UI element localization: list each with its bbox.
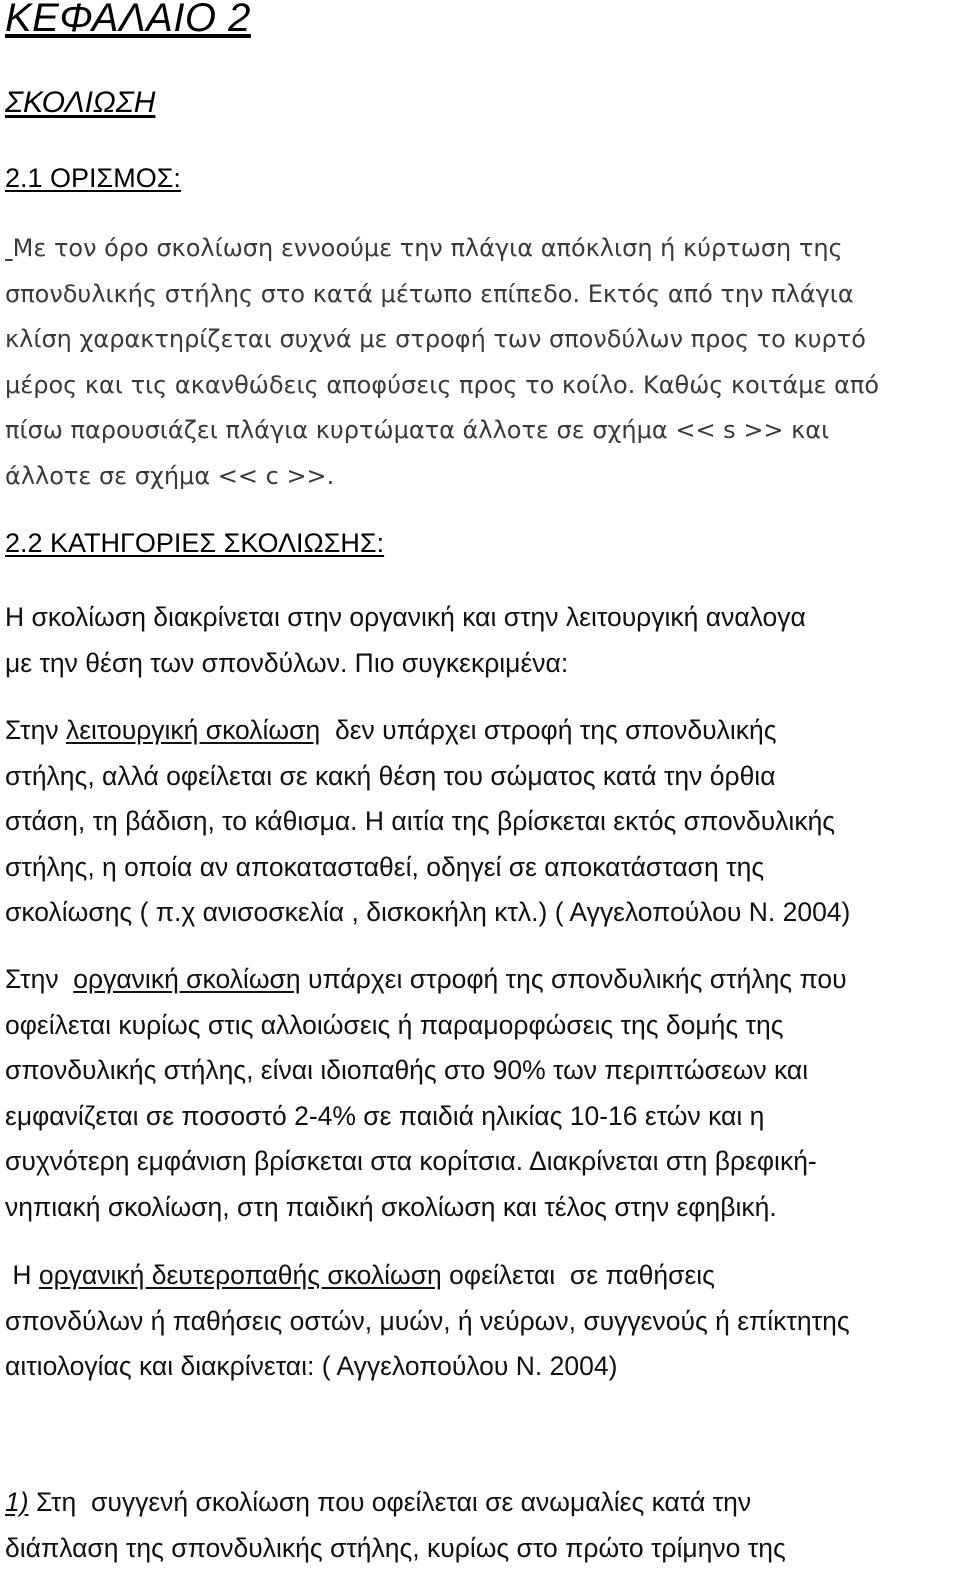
paragraph-line: σκολίωσης ( π.χ ανισοσκελία , δισκοκήλη κτλ.) ( Αγγελοπούλου Ν. 2004) <box>5 897 851 927</box>
paragraph-line: πίσω παρουσιάζει πλάγια κυρτώματα άλλοτε σε σχήμα << s >> και <box>5 416 830 444</box>
paragraph-line: Η σκολίωση διακρίνεται στην οργανική και στην λειτουργική αναλογα <box>5 602 806 632</box>
paragraph-line: διάπλαση της σπονδυλικής στήλης, κυρίως στο πρώτο τρίμηνο της <box>5 1532 786 1563</box>
paragraph-line: αιτιολογίας και διακρίνεται: ( Αγγελοπούλου Ν. 2004) <box>5 1351 618 1381</box>
organic-scoliosis-term: οργανική σκολίωση <box>73 964 301 994</box>
definition-paragraph <box>5 226 960 499</box>
paragraph-line: με την θέση των σπονδύλων. Πιο συγκεκριμένα: <box>5 647 569 678</box>
paragraph-line: εμφανίζεται σε ποσοστό 2-4% σε παιδιά ηλικίας 10-16 ετών και η <box>5 1100 765 1131</box>
paragraph-line: σπονδύλων ή παθήσεις οστών, μυών, ή νεύρων, συγγενούς ή επίκτητης <box>5 1305 850 1336</box>
functional-scoliosis-term: λειτουργική σκολίωση <box>65 715 321 745</box>
organic-scoliosis-paragraph <box>5 957 960 1230</box>
paragraph-line: οφείλεται κυρίως στις αλλοιώσεις ή παραμορφώσεις της δομής της <box>5 1009 784 1040</box>
section-heading-definition: 2.1 ΟΡΙΣΜΟΣ: <box>5 163 181 193</box>
secondary-scoliosis-paragraph <box>5 1253 960 1390</box>
chapter-subtitle: ΣΚΟΛΙΩΣΗ <box>5 86 156 119</box>
paragraph-line: μέρος και τις ακανθώδεις αποφύσεις προς το κοίλο. Καθώς κοιτάμε από <box>5 370 880 399</box>
leading-underline <box>5 234 13 262</box>
secondary-scoliosis-term: οργανική δευτεροπαθής σκολίωση <box>38 1260 442 1290</box>
paragraph-line: κλίση χαρακτηρίζεται συχνά με στροφή των σπονδύλων προς το κυρτό <box>5 325 866 353</box>
paragraph-line: Η οργανική δευτεροπαθής σκολίωση οφείλεται σε παθήσεις <box>5 1260 715 1290</box>
paragraph-line: σπονδυλικής στήλης, είναι ιδιοπαθής στο 90% των περιπτώσεων και <box>5 1055 809 1085</box>
paragraph-line: 1) Στη συγγενή σκολίωση που οφείλεται σε ανωμαλίες κατά την <box>5 1487 752 1517</box>
paragraph-line: Με τον όρο σκολίωση εννοούμε την πλάγια απόκλιση ή κύρτωση της <box>5 226 960 272</box>
paragraph-line: στάση, τη βάδιση, το κάθισμα. Η αιτία της βρίσκεται εκτός σπονδυλικής <box>5 806 836 836</box>
section-heading-categories: 2.2 ΚΑΤΗΓΟΡΙΕΣ ΣΚΟΛΙΩΣΗΣ: <box>5 528 385 558</box>
paragraph-line: άλλοτε σε σχήμα << c >>. <box>5 461 335 490</box>
paragraph-line: Στην οργανική σκολίωση υπάρχει στροφή της σπονδυλικής στήλης που <box>5 964 847 994</box>
paragraph-line: σπονδυλικής στήλης στο κατά μέτωπο επίπεδο. Εκτός από την πλάγια <box>5 279 854 308</box>
chapter-title: ΚΕΦΑΛΑΙΟ 2 <box>5 0 251 40</box>
paragraph-line: στήλης, αλλά οφείλεται σε κακή θέση του σώματος κατά την όρθια <box>5 760 776 791</box>
paragraph-line: στήλης, η οποία αν αποκατασταθεί, οδηγεί σε αποκατάσταση της <box>5 851 765 882</box>
paragraph-line: Στην λειτουργική σκολίωση δεν υπάρχει στροφή της σπονδυλικής <box>5 715 777 745</box>
functional-scoliosis-paragraph <box>5 708 960 936</box>
congenital-scoliosis-item <box>5 1480 960 1571</box>
paragraph-line: νηπιακή σκολίωση, στη παιδική σκολίωση και τέλος στην εφηβική. <box>5 1191 777 1222</box>
list-number: 1) <box>5 1487 29 1517</box>
categories-intro-paragraph <box>5 595 960 686</box>
paragraph-line: συχνότερη εμφάνιση βρίσκεται στα κορίτσια. Διακρίνεται στη βρεφική- <box>5 1146 817 1176</box>
